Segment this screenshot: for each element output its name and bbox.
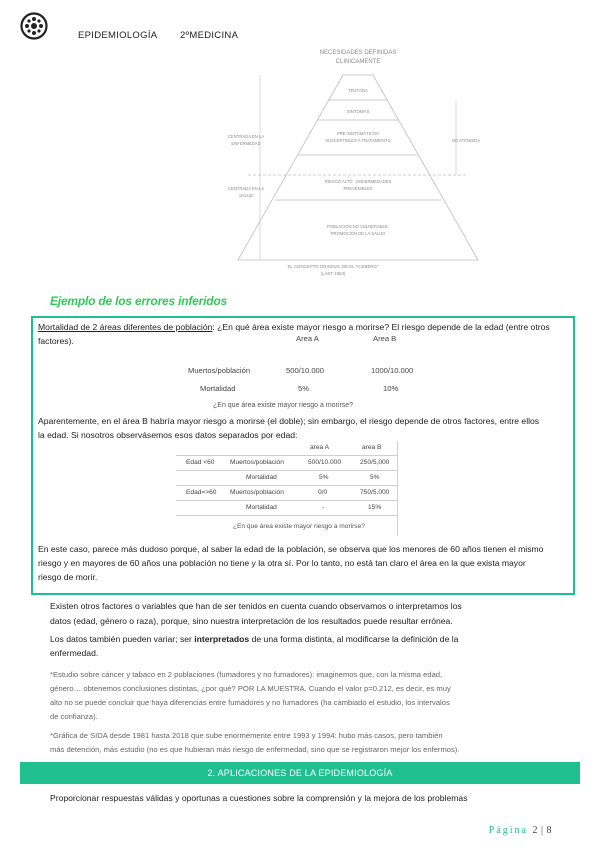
note2-line2: más detención, más estudio (no es que hubieran más riesgo de enfermedad, sino que se registraron mejor los enfermos).: [50, 745, 460, 754]
body-p1-line1: Existen otros factores o variables que han de ser tenidos en cuenta cuando observamos o interpretamos los: [50, 601, 462, 611]
p2-before: Los datos también pueden variar; ser: [50, 634, 195, 644]
table1-col-a: Area A: [296, 334, 319, 343]
table2-g1-r2-a: 5%: [319, 474, 329, 481]
table2-question: ¿En que área existe mayor riesgo a morirse?: [233, 523, 365, 530]
table2-g1-r2-b: 5%: [370, 474, 380, 481]
table2-col-b: area B: [362, 444, 382, 451]
level-precoz-2: SUSCEPTIBLES A TRATAMIENTO: [325, 138, 391, 143]
left-label-1b: ENFERMEDAD: [231, 141, 261, 146]
table1-row1-a: 500/10.000: [286, 366, 325, 375]
table1-row1-label: Muertos/población: [188, 366, 251, 375]
note2-line1: *Gráfica de SIDA desde 1981 hasta 2018 que sube enormemente entre 1993 y 1994: hubo más casos, pero también: [50, 731, 443, 740]
table1-row-1: [178, 366, 438, 382]
body-p1-line2: datos (edad, género o raza), porque, sino nuestra interpretación de los resultados puede resultar errónea.: [50, 616, 453, 626]
body-p2-line2: enfermedad.: [50, 648, 99, 658]
page-header: [20, 8, 580, 48]
example-title: Ejemplo de los errores inferidos: [50, 294, 227, 308]
note1-line4: de confianza).: [50, 712, 98, 721]
pyramid-title-2: CLINICAMENTE: [335, 59, 381, 65]
pyramid-caption-1: EL CONCEPTO ORIGINAL DE EL "ICEBERG": [287, 264, 379, 269]
box-para3-line3: riesgo de morir.: [38, 572, 98, 582]
table2-g2-r1-label: Muertos/población: [230, 489, 284, 496]
last-paragraph: Proporcionar respuestas válidas y oportunas a cuestiones sobre la comprensión y la mejora de los problemas: [50, 793, 468, 803]
header-course: 2ºMEDICINA: [180, 30, 239, 41]
table1-row2-b: 10%: [383, 384, 399, 393]
mortality-table-1: [178, 334, 438, 408]
table2-g1-r2-label: Mortalidad: [246, 474, 277, 481]
header-subject: EPIDEMIOLOGÍA: [78, 30, 158, 41]
box-para3-line2: riesgo y en mayores de 60 años una población no tiene y la otra sí. Por lo tanto, no está tan claro el área en la que exista mayor: [38, 558, 526, 568]
logo-icon: [20, 12, 48, 40]
p2-after: de una forma distinta, al modificarse la definición de la: [249, 634, 459, 644]
table2-g2-r2-b: 15%: [368, 504, 382, 511]
table2-g1-r1-label: Muertos/población: [230, 459, 284, 466]
left-label-1a: CENTRADA EN LA: [228, 134, 265, 139]
table2-g2-r1-a: 0/0: [318, 489, 328, 496]
table2-g2-r1-b: 750/5.000: [360, 489, 390, 496]
intro-underlined: Mortalidad de 2 áreas diferentes de población: [38, 322, 213, 332]
level-riesgo-1: RIESGO ALTO · ENFERMEDADES: [324, 179, 392, 184]
left-label-2b: SALUD: [239, 193, 253, 198]
right-label: NO ATENDIDA: [451, 138, 481, 143]
table2-g1-r1-b: 250/5,000: [360, 459, 390, 466]
level-poblacion-1: POBLACIÓN NO VULNERABLE:: [327, 224, 389, 229]
table2-col-a: area A: [310, 444, 330, 451]
table1-row2-label: Mortalidad: [200, 384, 236, 393]
level-tratada: TRATADA: [348, 88, 368, 93]
mortality-table-2: [176, 441, 398, 536]
table1-header-row: [178, 334, 438, 350]
pyramid-title-1: NECESIDADES DEFINIDAS: [319, 50, 397, 56]
box-para2-line1: Aparentemente, en el área B habría mayor riesgo a morirse (el doble); sin embargo, el riesgo depende de otros factores, entre ellos: [38, 416, 540, 426]
note1-line3: alto no se puede concluir que haya diferencias entre fumadores y no fumadores (ha cambiado el estudio, los intervalos: [50, 698, 450, 707]
box-para3-line1: En este caso, parece más dudoso porque, al saber la edad de la población, se observa que los menores de 60 años tienen el mismo: [38, 544, 544, 554]
level-poblacion-2: PROMOCIÓN DE LA SALUD: [330, 231, 386, 236]
table1-row-2: [178, 384, 438, 400]
section-title: 2. APLICACIONES DE LA EPIDEMIOLOGÍA: [207, 768, 393, 778]
note1-line1: *Estudio sobre cáncer y tabaco en 2 poblaciones (fumadores y no fumadores): imaginemos que, con la misma edad,: [50, 670, 443, 679]
table2-group-2: Edad=>60: [186, 489, 217, 496]
note1-line2: género… obtenemos conclusiones distintas, ¿por qué? POR LA MUESTRA. Cuando el valor p=0.212, es decir, es muy: [50, 684, 451, 693]
section-heading-bar: [20, 762, 580, 784]
iceberg-pyramid-figure: [228, 45, 488, 285]
level-precoz-1: PRE-SINTOMÁTICOS: [337, 131, 379, 136]
page-number: 2 | 8: [532, 825, 552, 836]
body-p2-line1: [50, 632, 550, 646]
level-riesgo-2: PREVENIBLES: [343, 186, 373, 191]
table1-question: ¿En que área existe mayor riesgo a morirse?: [213, 402, 354, 409]
table1-col-b: Area B: [373, 334, 397, 343]
level-sintomas: SÍNTOMAS: [346, 109, 370, 114]
table2-g2-r2-a: -: [322, 504, 325, 511]
left-label-2a: CENTRADA EN LA: [228, 186, 265, 191]
p2-bold: interpretados: [194, 634, 250, 644]
box-intro-line2: factores).: [38, 336, 74, 346]
table2-g1-r1-a: 500/10.000: [308, 459, 342, 466]
page-footer: [489, 825, 552, 836]
page-word: Página: [488, 825, 528, 836]
table1-row1-b: 1000/10.000: [371, 366, 414, 375]
table1-row2-a: 5%: [298, 384, 309, 393]
intro-rest: : ¿En qué área existe mayor riesgo a morirse? El riesgo depende de la edad (entre otros: [212, 322, 550, 332]
pyramid-caption-2: (LAST 1963): [320, 271, 346, 276]
pyramid-svg: [228, 45, 488, 285]
table2-group-1: Edad <60: [186, 459, 215, 466]
box-intro-line1: [38, 320, 550, 335]
box-para2-line2: la edad. Si nosotros observásemos esos datos separados por edad:: [38, 430, 298, 440]
table2-g2-r2-label: Mortalidad: [246, 504, 277, 511]
